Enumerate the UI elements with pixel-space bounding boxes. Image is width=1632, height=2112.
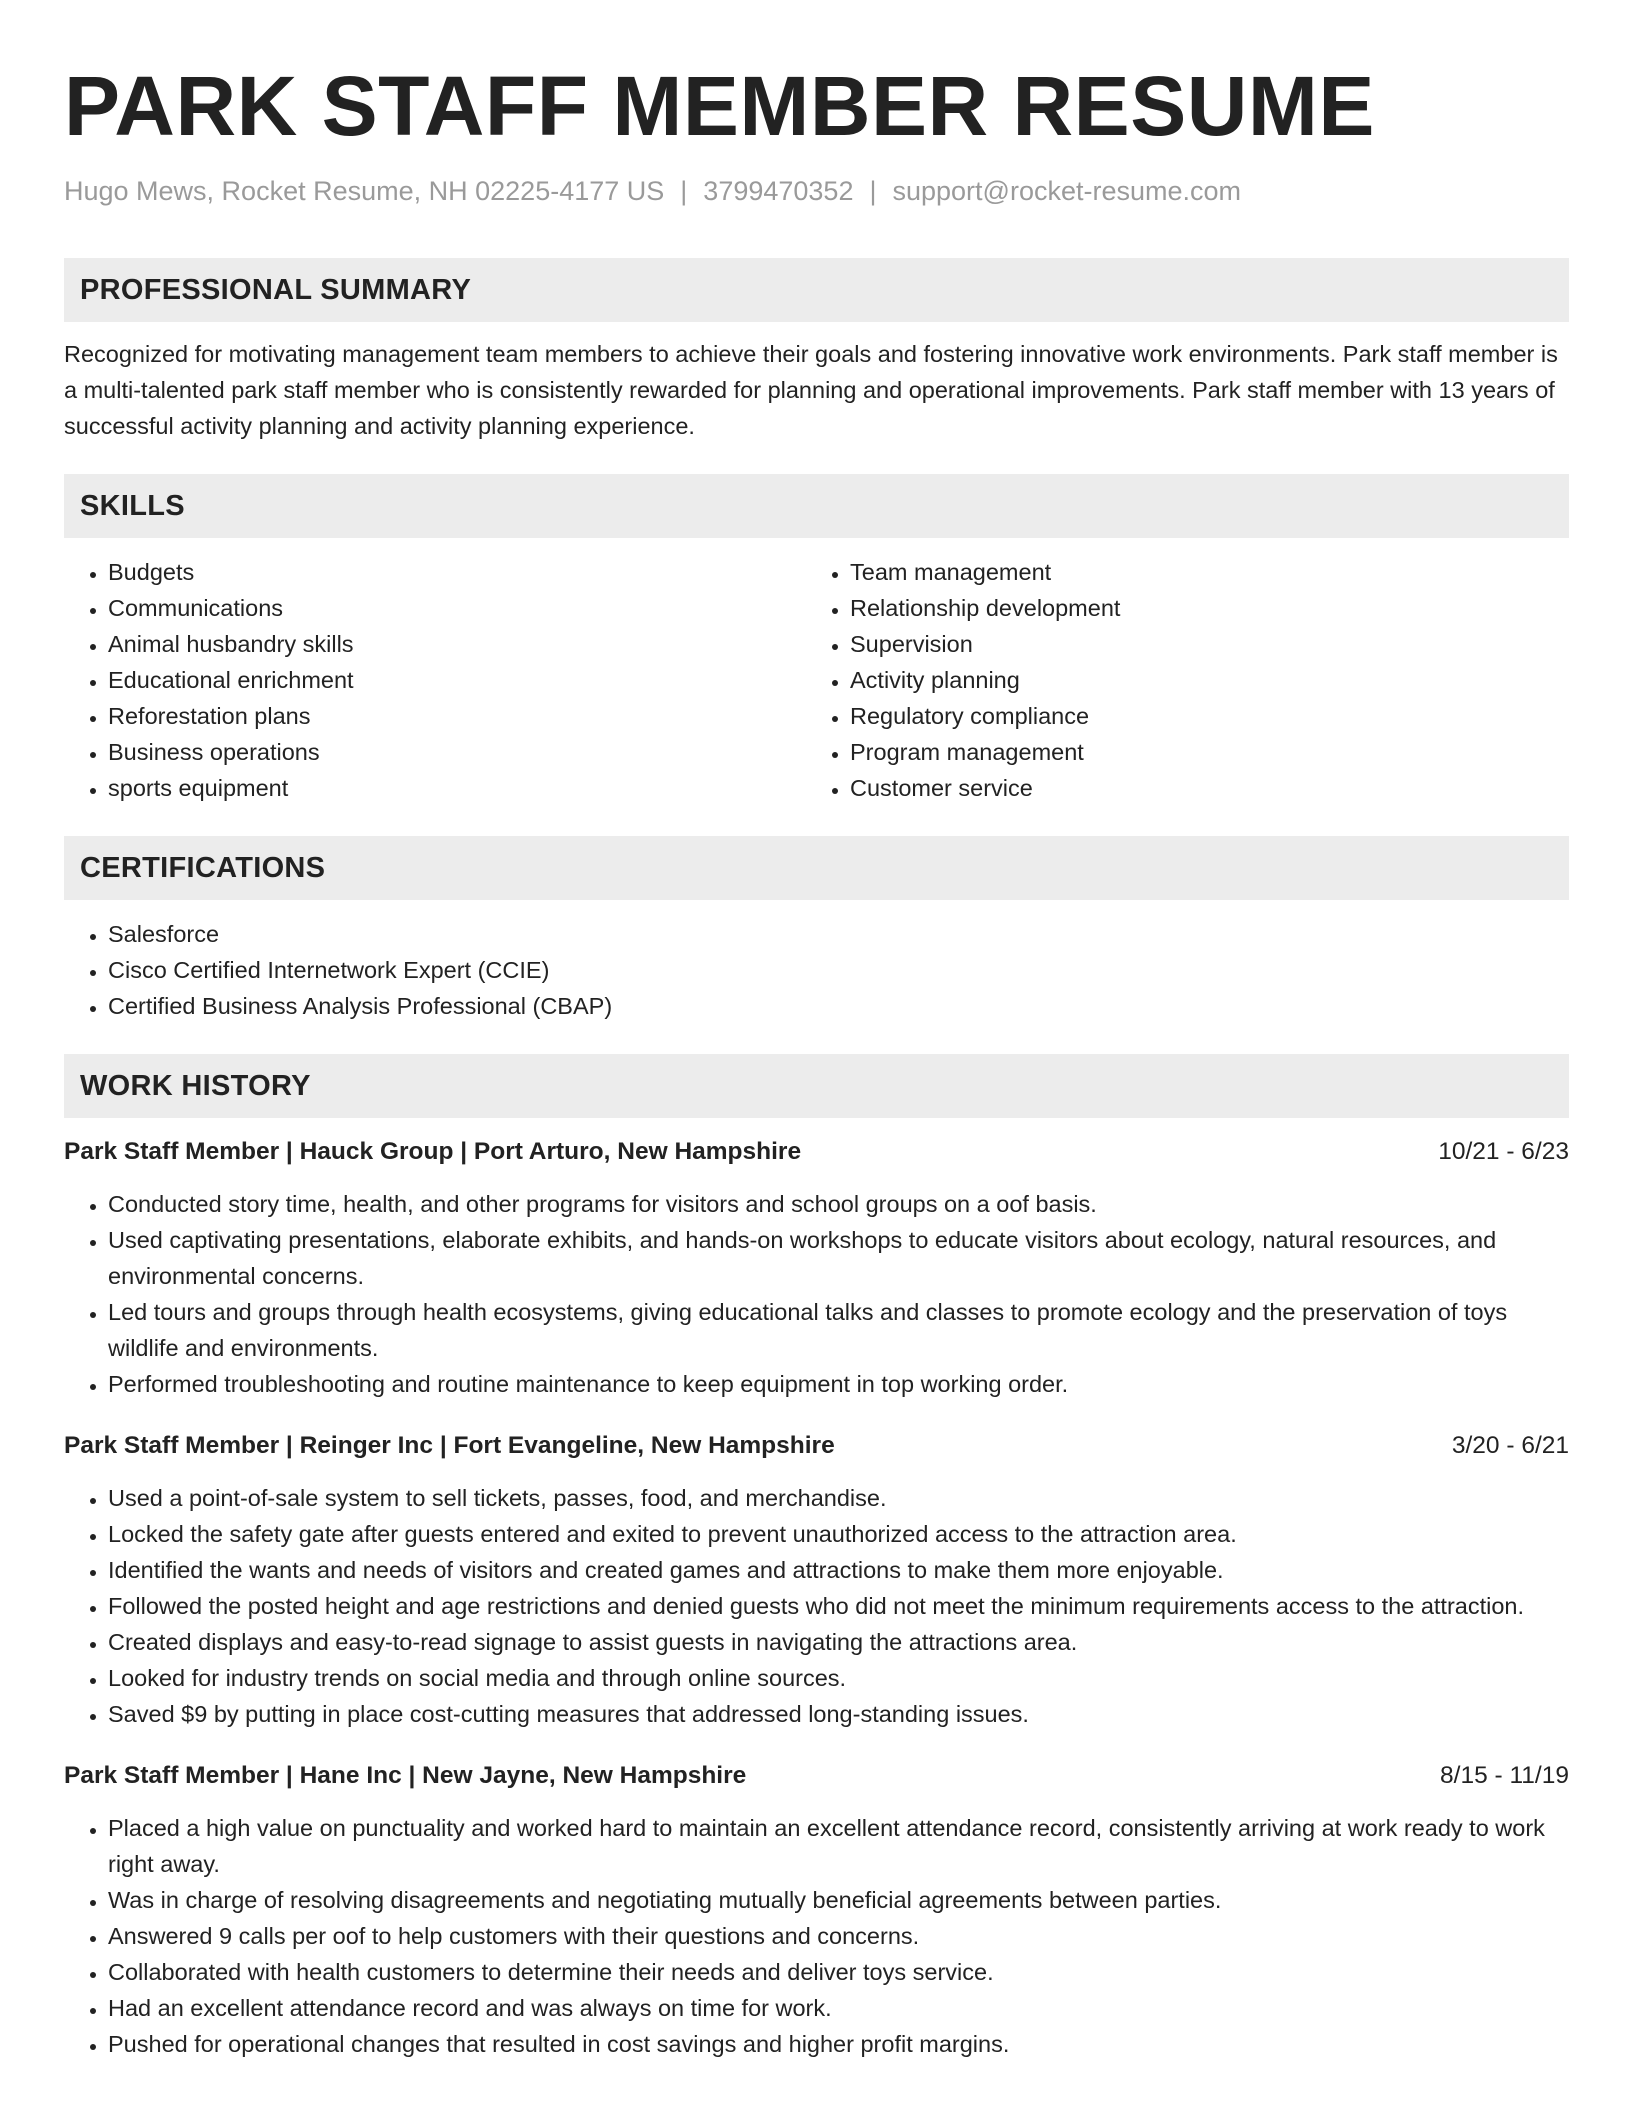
job-title: Park Staff Member | Hauck Group | Port Arturo, New Hampshire [64,1138,802,1165]
contact-separator: | [680,176,688,206]
job-title: Park Staff Member | Hane Inc | New Jayne, New Hampshire [64,1762,747,1789]
skill-item: • sports equipment [108,770,806,806]
certification-item: • Certified Business Analysis Professional (CBAP) [108,988,1569,1024]
skill-item: • Budgets [108,554,806,590]
certification-item: • Cisco Certified Internetwork Expert (CCIE) [108,952,1569,988]
job-bullet: • Was in charge of resolving disagreements and negotiating mutually beneficial agreements between parties. [108,1882,1569,1918]
skill-item: • Team management [850,554,1548,590]
resume-page [64,0,1569,2062]
job-entry [64,1428,1569,1732]
job-bullet: • Pushed for operational changes that resulted in cost savings and higher profit margins. [108,2026,1569,2062]
skill-item: • Communications [108,590,806,626]
skill-item: • Animal husbandry skills [108,626,806,662]
skill-item: • Educational enrichment [108,662,806,698]
job-dates: 3/20 - 6/21 [1451,1432,1569,1459]
skill-item: • Regulatory compliance [850,698,1548,734]
contact-line [64,174,1569,208]
skill-item: • Supervision [850,626,1548,662]
certification-item: • Salesforce [108,916,1569,952]
job-header [64,1134,1569,1170]
job-bullet: • Performed troubleshooting and routine maintenance to keep equipment in top working order. [108,1366,1569,1402]
job-bullet: • Placed a high value on punctuality and worked hard to maintain an excellent attendance record, consistently arriving at work ready to work right away. [108,1810,1569,1882]
work-history-heading: WORK HISTORY [64,1054,1569,1118]
job-bullet: • Led tours and groups through health ecosystems, giving educational talks and classes to promote ecology and the preservation of toys wildlife and environments. [108,1294,1569,1366]
certifications-list [64,916,1569,1024]
job-bullet: • Conducted story time, health, and other programs for visitors and school groups on a oof basis. [108,1186,1569,1222]
resume-title: PARK STAFF MEMBER RESUME [64,59,1375,153]
job-bullets [64,1810,1569,2062]
job-bullet: • Created displays and easy-to-read signage to assist guests in navigating the attractions area. [108,1624,1569,1660]
skills-column-right [806,554,1548,806]
job-entry [64,1758,1569,2062]
job-entry [64,1134,1569,1402]
job-bullet: • Identified the wants and needs of visitors and created games and attractions to make them more enjoyable. [108,1552,1569,1588]
job-dates: 8/15 - 11/19 [1440,1762,1569,1789]
skill-item: • Customer service [850,770,1548,806]
contact-email: support@rocket-resume.com [892,176,1242,206]
contact-phone: 3799470352 [703,176,854,206]
work-history-list [64,1134,1569,2062]
job-bullet: • Looked for industry trends on social media and through online sources. [108,1660,1569,1696]
job-bullet: • Locked the safety gate after guests entered and exited to prevent unauthorized access to the attraction area. [108,1516,1569,1552]
skill-item: • Activity planning [850,662,1548,698]
skills-columns [64,554,1569,806]
skill-item: • Relationship development [850,590,1548,626]
skills-heading: SKILLS [64,474,1569,538]
job-bullets [64,1186,1569,1402]
job-bullet: • Answered 9 calls per oof to help customers with their questions and concerns. [108,1918,1569,1954]
job-dates: 10/21 - 6/23 [1438,1138,1569,1165]
contact-separator: | [869,176,877,206]
skill-item: • Program management [850,734,1548,770]
contact-address: Hugo Mews, Rocket Resume, NH 02225-4177 US [64,176,665,206]
job-header [64,1428,1569,1464]
job-header [64,1758,1569,1794]
job-bullet: • Used captivating presentations, elaborate exhibits, and hands-on workshops to educate visitors about ecology, natural resources, and environmental concerns. [108,1222,1569,1294]
job-bullets [64,1480,1569,1732]
skills-column-left [64,554,806,806]
summary-text: Recognized for motivating management team members to achieve their goals and fostering innovative work environments. Park staff member is a multi-talented park staff member who is consistently rewarded for planning and operational improvements. Park staff member with 13 years of successful activity planning and activity planning experience. [64,341,1558,439]
summary-heading: PROFESSIONAL SUMMARY [64,258,1569,322]
skill-item: • Business operations [108,734,806,770]
job-bullet: • Followed the posted height and age restrictions and denied guests who did not meet the minimum requirements access to the attraction. [108,1588,1569,1624]
job-bullet: • Saved $9 by putting in place cost-cutting measures that addressed long-standing issues. [108,1696,1569,1732]
skill-item: • Reforestation plans [108,698,806,734]
job-title: Park Staff Member | Reinger Inc | Fort Evangeline, New Hampshire [64,1432,835,1459]
job-bullet: • Collaborated with health customers to determine their needs and deliver toys service. [108,1954,1569,1990]
job-bullet: • Used a point-of-sale system to sell tickets, passes, food, and merchandise. [108,1480,1569,1516]
job-bullet: • Had an excellent attendance record and was always on time for work. [108,1990,1569,2026]
certifications-heading: CERTIFICATIONS [64,836,1569,900]
